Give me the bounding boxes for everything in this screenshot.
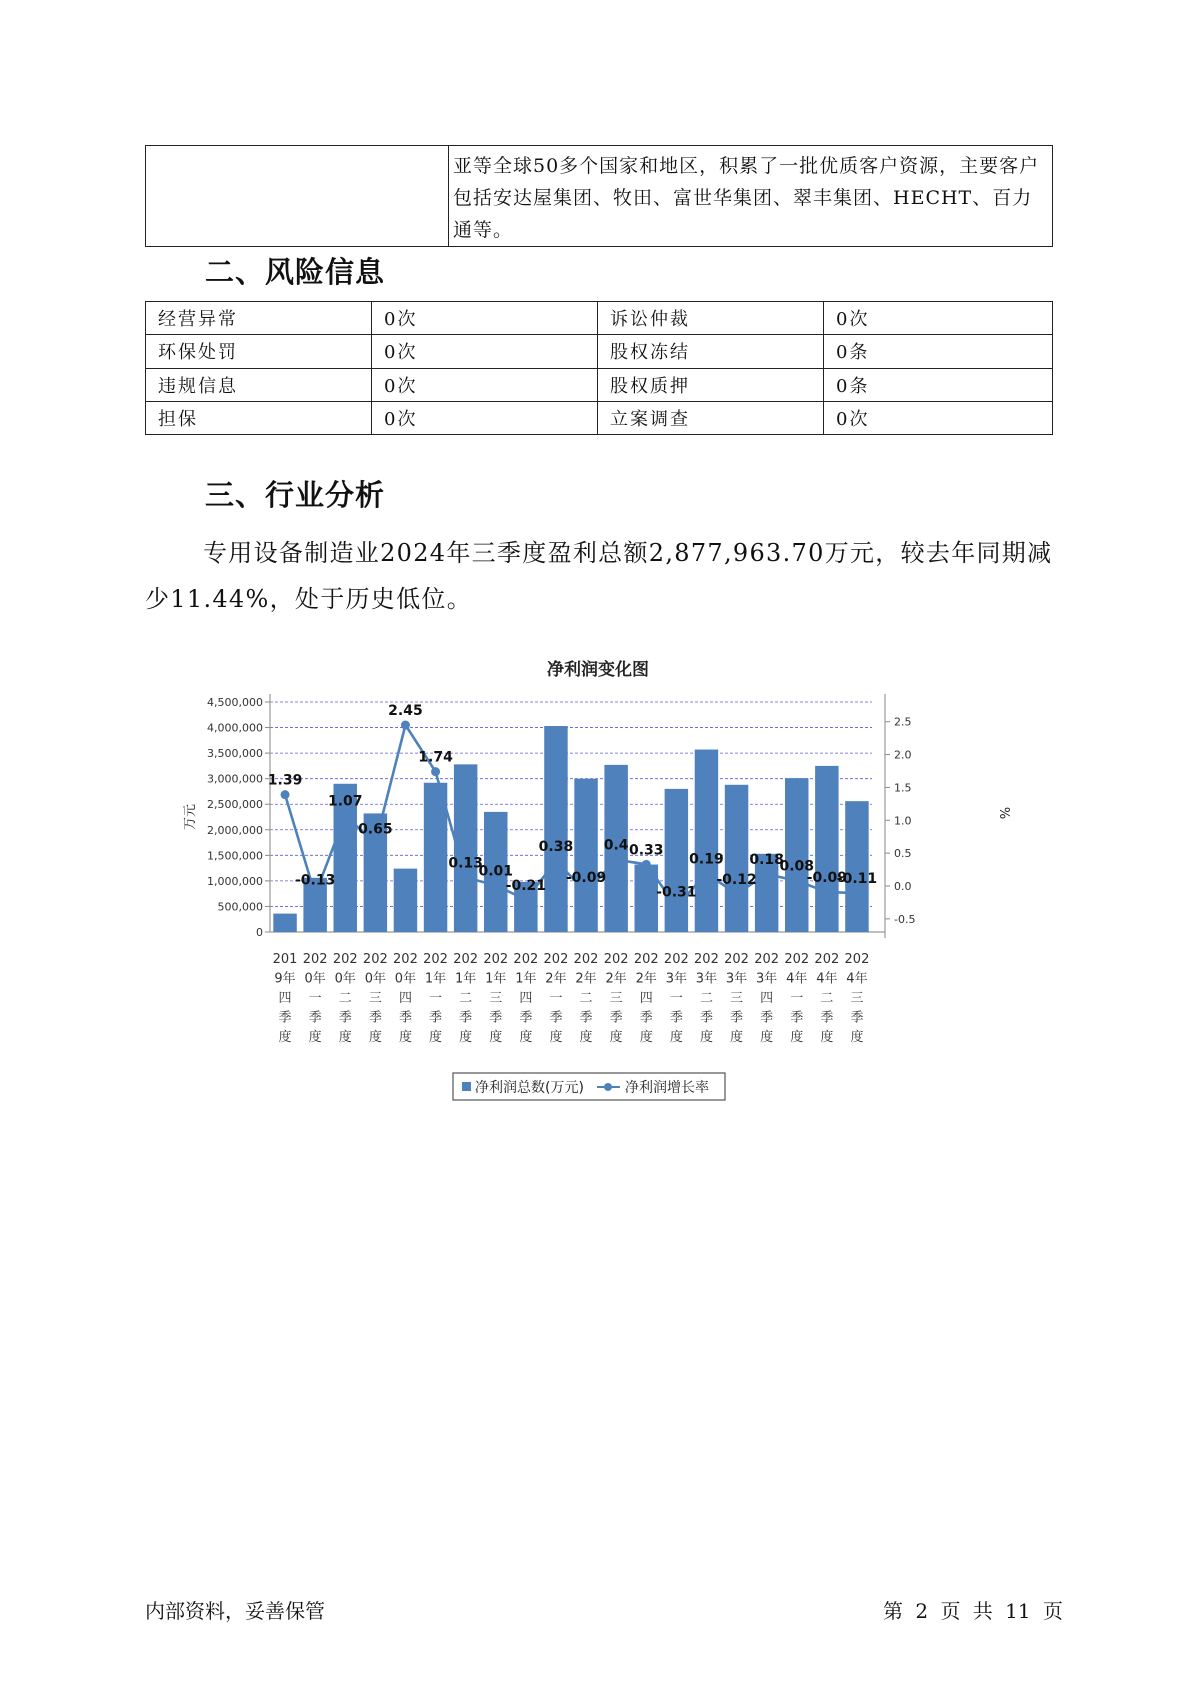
table-row <box>146 401 1053 434</box>
data-label: -0.13 <box>294 872 336 889</box>
data-label: 2.45 <box>388 703 423 719</box>
x-tick-label: 度 <box>699 1030 713 1045</box>
x-tick-label: 1年 <box>455 971 477 987</box>
data-label: -0.21 <box>505 877 547 894</box>
x-tick-label: 度 <box>579 1030 593 1045</box>
y-tick-label: 3,500,000 <box>207 747 263 761</box>
growth-rate-point <box>491 881 500 890</box>
y-tick-label: 4,500,000 <box>207 696 263 709</box>
x-tick-label: 202 <box>513 952 539 967</box>
legend-line-marker <box>604 1083 612 1091</box>
bar <box>725 785 748 932</box>
plot-background <box>267 702 872 932</box>
x-tick-label: 202 <box>784 952 810 967</box>
y-tick-label: 2,000,000 <box>207 823 263 837</box>
risk-label: 立案调查 <box>598 401 824 434</box>
y2-tick-label: 1.5 <box>894 781 912 795</box>
data-label: 0.4 <box>603 837 629 854</box>
x-tick-label: 202 <box>423 952 448 967</box>
x-tick-label: 3年 <box>725 971 748 987</box>
growth-rate-point <box>852 889 861 898</box>
x-tick-label: 季 <box>609 1010 623 1026</box>
y-tick-label: 4,000,000 <box>207 721 263 735</box>
growth-rate-point <box>642 860 651 869</box>
x-tick-label: 度 <box>278 1030 292 1045</box>
growth-rate-point <box>311 890 320 899</box>
risk-value: 0次 <box>824 401 1053 434</box>
growth-rate-point <box>672 902 681 911</box>
data-label: -0.12 <box>716 871 757 888</box>
x-tick-label: 202 <box>603 952 629 967</box>
x-tick-label: 一 <box>308 991 322 1006</box>
x-tick-label: 202 <box>694 952 719 967</box>
x-tick-label: 四 <box>519 991 533 1006</box>
table-row <box>146 302 1053 335</box>
growth-rate-point <box>612 855 621 864</box>
net-profit-chart <box>150 645 1030 1105</box>
x-tick-label: 二 <box>338 991 352 1006</box>
growth-rate-point <box>551 857 560 866</box>
x-tick-label: 202 <box>393 952 418 967</box>
x-tick-label: 季 <box>850 1010 864 1026</box>
data-label: 0.01 <box>478 863 514 880</box>
x-tick-label: 季 <box>820 1010 834 1026</box>
x-tick-label: 季 <box>398 1010 412 1026</box>
x-tick-label: 度 <box>730 1030 744 1045</box>
x-tick-label: 度 <box>609 1030 623 1045</box>
growth-rate-point <box>431 767 440 776</box>
bar <box>273 914 296 932</box>
x-tick-label: 4年 <box>846 971 868 987</box>
x-tick-label: 四 <box>398 991 412 1006</box>
growth-rate-point <box>401 721 410 730</box>
growth-rate-point <box>702 869 711 878</box>
x-tick-label: 202 <box>754 952 780 967</box>
x-tick-label: 三 <box>368 991 382 1006</box>
y2-tick-label: 0.5 <box>894 847 912 861</box>
x-tick-label: 季 <box>368 1010 382 1026</box>
risk-label: 担保 <box>146 401 372 434</box>
data-label: 1.39 <box>267 772 303 789</box>
y2-tick-label: 1.0 <box>894 814 912 828</box>
x-tick-label: 度 <box>549 1030 563 1045</box>
risk-label: 违规信息 <box>146 368 372 401</box>
x-tick-label: 0年 <box>394 971 417 987</box>
x-tick-label: 202 <box>663 952 689 967</box>
x-tick-label: 季 <box>519 1010 533 1026</box>
intro-table-text: 亚等全球50多个国家和地区，积累了一批优质客户资源，主要客户包括安达屋集团、牧田、富世华集团、翠丰集团、HECHT、百力通等。 <box>449 146 1053 247</box>
data-label: 1.74 <box>418 749 453 766</box>
x-tick-label: 季 <box>308 1010 322 1026</box>
risk-label: 诉讼仲裁 <box>598 302 824 335</box>
intro-table-left-cell <box>146 146 449 247</box>
data-label: -0.09 <box>565 869 607 886</box>
footer-page-number: 第 2 页 共 11 页 <box>883 1599 1063 1623</box>
industry-paragraph: 专用设备制造业2024年三季度盈利总额2,877,963.70万元，较去年同期减少11.44%，处于历史低位。 <box>145 539 1053 613</box>
data-label: 1.07 <box>327 793 363 810</box>
x-tick-label: 度 <box>368 1030 382 1045</box>
y-tick-label: 0 <box>256 926 263 939</box>
growth-rate-point <box>792 876 801 885</box>
risk-label: 股权冻结 <box>598 335 824 368</box>
x-tick-label: 1年 <box>515 971 537 987</box>
x-tick-label: 202 <box>332 952 358 967</box>
section-title-risk: 二、风险信息 <box>205 255 386 289</box>
x-tick-label: 0年 <box>334 971 356 987</box>
x-tick-label: 2年 <box>545 971 567 987</box>
x-tick-label: 度 <box>459 1030 473 1045</box>
data-label: 0.65 <box>358 821 393 838</box>
x-tick-label: 0年 <box>304 971 326 987</box>
x-tick-label: 季 <box>278 1010 292 1026</box>
x-tick-label: 2年 <box>635 971 657 987</box>
risk-value: 0次 <box>372 368 598 401</box>
plot-area <box>207 694 915 1045</box>
x-tick-label: 季 <box>669 1010 683 1026</box>
growth-rate-point <box>371 839 380 848</box>
y-tick-label: 1,000,000 <box>207 874 263 888</box>
risk-value: 0次 <box>372 401 598 434</box>
x-tick-label: 202 <box>483 952 509 967</box>
x-tick-label: 度 <box>760 1030 774 1045</box>
bar <box>785 778 808 932</box>
x-tick-label: 季 <box>549 1010 563 1026</box>
table-row <box>146 335 1053 368</box>
y2-tick-label: -0.5 <box>894 912 916 926</box>
x-tick-label: 三 <box>850 991 864 1006</box>
x-tick-label: 四 <box>760 991 774 1006</box>
y2-tick-label: 2.0 <box>894 748 912 762</box>
x-tick-label: 度 <box>669 1030 683 1045</box>
bar <box>544 726 567 932</box>
growth-rate-point <box>762 870 771 879</box>
growth-rate-point <box>461 873 470 882</box>
x-tick-label: 季 <box>579 1010 593 1026</box>
risk-table <box>145 301 1053 435</box>
x-tick-label: 202 <box>362 952 388 967</box>
y-tick-label: 1,500,000 <box>207 849 263 863</box>
data-label: 0.33 <box>628 842 664 859</box>
risk-value: 0条 <box>824 368 1053 401</box>
x-tick-label: 度 <box>308 1030 322 1045</box>
x-tick-label: 季 <box>338 1010 352 1026</box>
x-tick-label: 度 <box>790 1030 804 1045</box>
x-tick-label: 202 <box>453 952 479 967</box>
x-tick-label: 季 <box>730 1010 744 1026</box>
x-tick-label: 季 <box>760 1010 774 1026</box>
x-tick-label: 202 <box>844 952 870 967</box>
x-tick-label: 202 <box>543 952 569 967</box>
section-title-industry: 三、行业分析 <box>205 478 386 512</box>
x-tick-label: 3年 <box>756 971 778 987</box>
x-tick-label: 三 <box>730 991 744 1006</box>
legend-line-label: 净利润增长率 <box>625 1080 709 1096</box>
data-label: -0.31 <box>656 884 697 901</box>
bar <box>815 766 838 932</box>
x-tick-label: 202 <box>724 952 749 967</box>
x-tick-label: 202 <box>633 952 659 967</box>
risk-value: 0次 <box>824 302 1053 335</box>
x-tick-label: 三 <box>609 991 623 1006</box>
x-tick-label: 度 <box>850 1030 864 1045</box>
x-tick-label: 3年 <box>695 971 718 987</box>
x-tick-label: 一 <box>429 991 443 1006</box>
x-tick-label: 季 <box>790 1010 804 1026</box>
risk-value: 0次 <box>372 302 598 335</box>
intro-table <box>145 145 1053 247</box>
y-tick-label: 3,000,000 <box>207 772 263 786</box>
x-tick-label: 0年 <box>364 971 386 987</box>
data-label: 0.38 <box>538 839 574 856</box>
x-tick-label: 度 <box>489 1030 503 1045</box>
y2-tick-label: 0.0 <box>894 880 912 893</box>
risk-value: 0次 <box>372 335 598 368</box>
x-tick-label: 1年 <box>485 971 507 987</box>
data-label: 0.13 <box>448 855 483 872</box>
x-tick-label: 四 <box>639 991 653 1006</box>
x-tick-label: 二 <box>459 991 473 1006</box>
x-tick-label: 9年 <box>274 971 296 987</box>
x-tick-label: 202 <box>573 952 599 967</box>
x-tick-label: 2年 <box>575 971 597 987</box>
risk-label: 环保处罚 <box>146 335 372 368</box>
x-tick-label: 2年 <box>605 971 627 987</box>
chart-legend <box>453 1073 725 1100</box>
y-tick-label: 2,500,000 <box>207 798 263 812</box>
data-label: 0.19 <box>689 851 724 868</box>
footer-confidential: 内部资料，妥善保管 <box>145 1599 325 1623</box>
legend-bar-swatch <box>462 1082 471 1091</box>
table-row <box>146 368 1053 401</box>
y2-tick-label: 2.5 <box>894 715 912 729</box>
x-tick-label: 一 <box>790 991 804 1006</box>
x-tick-label: 3年 <box>665 971 687 987</box>
x-tick-label: 202 <box>302 952 328 967</box>
growth-rate-point <box>732 889 741 898</box>
x-tick-label: 一 <box>669 991 683 1006</box>
growth-rate-point <box>822 887 831 896</box>
x-tick-label: 201 <box>272 952 298 967</box>
growth-rate-point <box>281 790 290 799</box>
x-tick-label: 二 <box>820 991 834 1006</box>
legend-bar-label: 净利润总数(万元) <box>475 1080 584 1096</box>
chart-title: 净利润变化图 <box>547 660 649 680</box>
x-tick-label: 季 <box>459 1010 473 1026</box>
x-tick-label: 4年 <box>786 971 808 987</box>
bar <box>394 869 417 932</box>
x-tick-label: 三 <box>489 991 503 1006</box>
x-tick-label: 四 <box>278 991 292 1006</box>
growth-rate-point <box>341 811 350 820</box>
data-label: 0.08 <box>779 858 815 875</box>
y-tick-label: 500,000 <box>217 900 263 914</box>
x-tick-label: 度 <box>429 1030 443 1045</box>
risk-label: 股权质押 <box>598 368 824 401</box>
x-tick-label: 度 <box>820 1030 834 1045</box>
x-tick-label: 度 <box>639 1030 653 1045</box>
y2-axis-label: % <box>996 806 1011 820</box>
x-tick-label: 度 <box>338 1030 352 1045</box>
risk-label: 经营异常 <box>146 302 372 335</box>
x-tick-label: 1年 <box>424 971 447 987</box>
data-label: -0.09 <box>806 869 848 886</box>
x-tick-label: 季 <box>639 1010 653 1026</box>
bar <box>574 779 597 932</box>
x-tick-label: 季 <box>429 1010 443 1026</box>
x-tick-label: 度 <box>519 1030 533 1045</box>
x-tick-label: 二 <box>579 991 593 1006</box>
growth-rate-point <box>582 887 591 896</box>
x-tick-label: 二 <box>699 991 713 1006</box>
x-tick-label: 季 <box>699 1010 713 1026</box>
bar <box>695 750 718 932</box>
x-tick-label: 季 <box>489 1010 503 1026</box>
data-label: -0.11 <box>836 871 878 888</box>
x-tick-label: 度 <box>398 1030 412 1045</box>
bar <box>845 801 868 932</box>
growth-rate-point <box>521 895 530 904</box>
x-tick-label: 4年 <box>816 971 838 987</box>
x-tick-label: 202 <box>814 952 840 967</box>
data-label: 0.18 <box>749 852 784 869</box>
x-tick-label: 一 <box>549 991 563 1006</box>
y-axis-label: 万元 <box>183 803 198 831</box>
risk-value: 0条 <box>824 335 1053 368</box>
